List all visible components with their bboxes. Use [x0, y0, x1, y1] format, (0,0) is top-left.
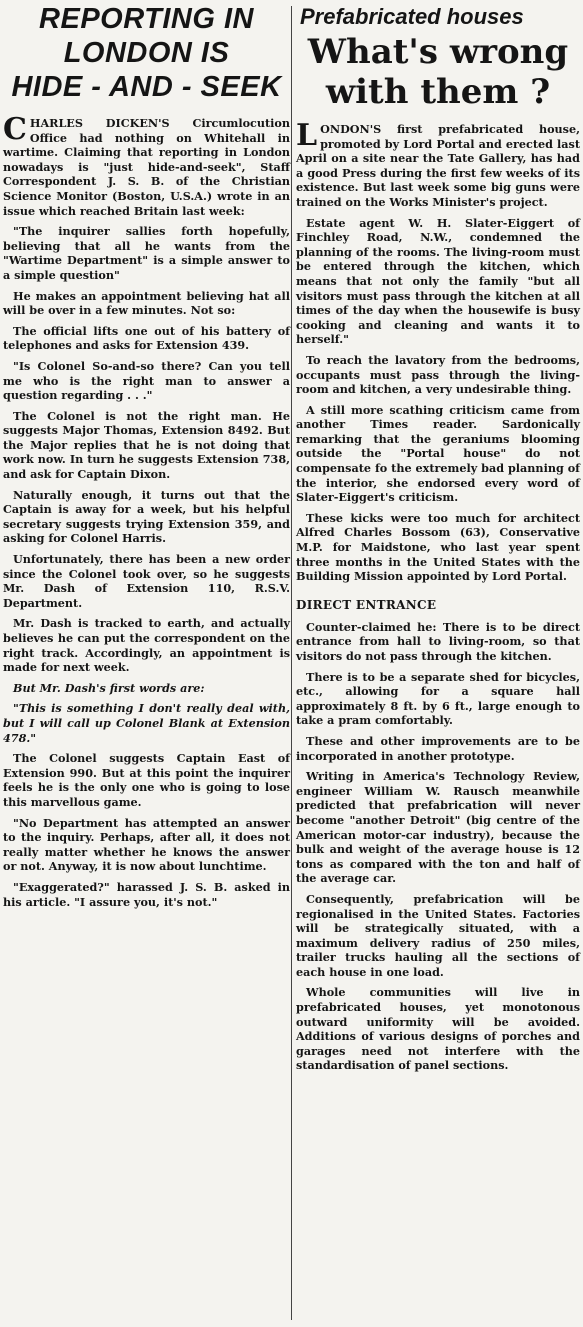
- right-paragraph-5: These kicks were too much for architect Alfred Charles Bossom (63), Conservative M.P. for Maidstone, who last year spent three months in the United States with the Building Mission appointed by Lord Portal.: [296, 510, 580, 584]
- right-headline-line-2: with them ?: [325, 72, 551, 112]
- left-headline: [3, 2, 290, 104]
- right-article: [296, 0, 580, 1079]
- left-paragraph-6: The Colonel is not the right man. He suggests Major Thomas, Extension 8492. But the Major replies that he is not doing that work now. In turn he suggests Extension 738, and ask for Captain Dixon.: [3, 408, 290, 482]
- left-paragraph-12: The Colonel suggests Captain East of Extension 990. But at this point the inquirer feels he is the only one who is going to lose this marvellous game.: [3, 751, 290, 809]
- right-paragraph-2: Estate agent W. H. Slater-Eiggert of Finchley Road, N.W., condemned the planning of the rooms. The living-room must be entered through the kitchen, which means that not only the family "but all visitors must pass through the kitchen at all times of the day when the housewife is busy cooking and cleaning and wants it to herself.": [296, 215, 580, 347]
- left-paragraph-11: "This is something I don't really deal with, but I will call up Colonel Blank at Extension 478.": [3, 701, 290, 745]
- right-paragraph-1: LONDON'S first prefabricated house, promoted by Lord Portal and erected last April on a site near the Tate Gallery, has had a good Press during the first few weeks of its existence. But last week some big guns were trained on the Works Minister's project.: [296, 118, 580, 209]
- right-article-body: [296, 118, 580, 1073]
- right-paragraph-9: Writing in America's Technology Review, engineer William W. Rausch meanwhile predicted that prefabrication will never become "another Detroit" (big centre of the American motor-car industry), because the bulk and weight of the average house is 12 tons as compared with the ton and half of the average car.: [296, 769, 580, 886]
- right-paragraph-3: To reach the lavatory from the bedrooms, occupants must pass through the living-room and kitchen, a very undesirable thing.: [296, 352, 580, 397]
- right-dropcap: L: [296, 118, 318, 153]
- right-paragraph-11: Whole communities will live in prefabricated houses, yet monotonous outward uniformity will be avoided. Additions of various designs of porches and garages need not interfere with the standardisation of panel sections.: [296, 985, 580, 1073]
- left-paragraph-14: "Exaggerated?" harassed J. S. B. asked in his article. "I assure you, it's not.": [3, 879, 290, 909]
- left-dropcap: C: [3, 112, 27, 147]
- right-subhead: DIRECT ENTRANCE: [296, 597, 437, 612]
- left-paragraph-8: Unfortunately, there has been a new order since the Colonel took over, so he suggests Mr. Dash of Extension 110, R.S.V. Department.: [3, 552, 290, 610]
- right-paragraph-7: There is to be a separate shed for bicycles, etc., allowing for a square hall approximately 8 ft. by 6 ft., large enough to take a pram comfortably.: [296, 669, 580, 728]
- left-paragraph-1: CHARLES DICKEN'S Circumlocution Office had nothing on Whitehall in wartime. Claiming that reporting in London nowadays is "just hide-and-seek", Staff Correspondent J. S. B. of the Christian Science Monitor (Boston, U.S.A.) wrote in an issue which reached Britain last week:: [3, 112, 290, 218]
- left-paragraph-3: He makes an appointment believing hat all will be over in a few minutes. Not so:: [3, 288, 290, 318]
- left-headline-line-3: HIDE - AND - SEEK: [11, 71, 282, 103]
- right-headline: [296, 32, 580, 112]
- right-paragraph-4: A still more scathing criticism came from another Times reader. Sardonically remarking that the geraniums blooming outside the "Portal house" do not compensate fo the extremely bad planning of the interior, she endorsed every word of Slater-Eiggert's criticism.: [296, 402, 580, 505]
- right-paragraph-10: Consequently, prefabrication will be regionalised in the United States. Factories will be strategically situated, with a maximum delivery radius of 250 miles, trailer trucks hauling all the sections of each house in one load.: [296, 891, 580, 979]
- right-kicker: Prefabricated houses: [300, 4, 524, 29]
- left-paragraph-7: Naturally enough, it turns out that the Captain is away for a week, but his helpful secretary suggests trying Extension 359, and asking for Colonel Harris.: [3, 487, 290, 546]
- right-paragraph-6: Counter-claimed he: There is to be direct entrance from hall to living-room, so that visitors do not pass through the kitchen.: [296, 619, 580, 663]
- column-rule: [291, 6, 292, 1320]
- right-paragraph-8: These and other improvements are to be incorporated in another prototype.: [296, 733, 580, 763]
- left-paragraph-5: "Is Colonel So-and-so there? Can you tell me who is the right man to answer a question regarding . . .": [3, 358, 290, 403]
- left-paragraph-13: "No Department has attempted an answer to the inquiry. Perhaps, after all, it does not really matter whether he knows the answer or not. Anyway, it is now about lunchtime.: [3, 815, 290, 874]
- left-paragraph-9: Mr. Dash is tracked to earth, and actually believes he can put the correspondent on the right track. Accordingly, an appointment is made for next week.: [3, 616, 290, 675]
- left-headline-line-2: LONDON IS: [63, 37, 230, 69]
- left-article-body: [3, 112, 290, 909]
- left-headline-line-1: REPORTING IN: [39, 3, 254, 35]
- right-headline-line-1: What's wrong: [307, 32, 569, 72]
- left-paragraph-10: But Mr. Dash's first words are:: [13, 680, 205, 695]
- left-article: [3, 0, 290, 915]
- left-paragraph-2: "The inquirer sallies forth hopefully, believing that all he wants from the "Wartime Department" is a simple answer to a simple question": [3, 224, 290, 282]
- left-paragraph-4: The official lifts one out of his battery of telephones and asks for Extension 439.: [3, 323, 290, 353]
